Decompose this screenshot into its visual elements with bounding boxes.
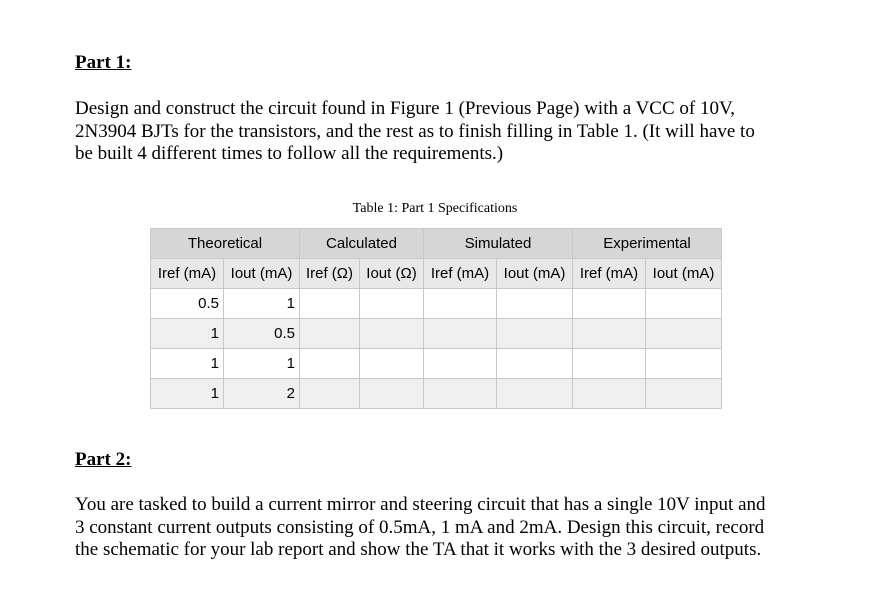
column-header: Iref (Ω) — [300, 259, 360, 289]
part1-line-3: be built 4 different times to follow all the requirements.) — [75, 143, 504, 164]
part2-line-1: You are tasked to build a current mirror and steering circuit that has a single 10V input and — [75, 494, 766, 515]
group-theoretical: Theoretical — [151, 229, 300, 259]
part2-paragraph — [75, 494, 805, 562]
table-cell — [300, 379, 360, 409]
table-cell — [424, 349, 497, 379]
table-cell — [573, 319, 646, 349]
group-simulated: Simulated — [424, 229, 573, 259]
table-row — [151, 349, 722, 379]
table-row — [151, 319, 722, 349]
table-row — [151, 379, 722, 409]
table-row — [151, 289, 722, 319]
spec-table — [150, 228, 722, 409]
table-cell — [360, 379, 424, 409]
table-cell — [646, 319, 722, 349]
column-header: Iout (Ω) — [360, 259, 424, 289]
table-cell — [573, 379, 646, 409]
table-cell — [300, 319, 360, 349]
table-cell: 0.5 — [151, 289, 224, 319]
part1-line-1: Design and construct the circuit found in Figure 1 (Previous Page) with a VCC of 10V, — [75, 98, 735, 119]
column-header: Iout (mA) — [497, 259, 573, 289]
column-header: Iout (mA) — [224, 259, 300, 289]
group-header-row — [151, 229, 722, 259]
column-header: Iout (mA) — [646, 259, 722, 289]
column-header-row — [151, 259, 722, 289]
table-cell — [573, 349, 646, 379]
table-cell — [300, 349, 360, 379]
table-cell — [300, 289, 360, 319]
table-cell — [646, 349, 722, 379]
table-cell — [497, 379, 573, 409]
table-cell — [646, 289, 722, 319]
part2-heading: Part 2: — [75, 449, 132, 470]
table-cell: 1 — [224, 349, 300, 379]
part1-paragraph — [75, 98, 805, 166]
table-cell: 0.5 — [224, 319, 300, 349]
group-experimental: Experimental — [573, 229, 722, 259]
table-cell: 1 — [151, 379, 224, 409]
table-caption: Table 1: Part 1 Specifications — [352, 201, 518, 216]
table-cell — [497, 289, 573, 319]
table-cell: 2 — [224, 379, 300, 409]
table-cell — [360, 319, 424, 349]
part2-line-3: the schematic for your lab report and show the TA that it works with the 3 desired outputs. — [75, 539, 762, 560]
table-cell — [360, 349, 424, 379]
table-cell — [424, 289, 497, 319]
column-header: Iref (mA) — [424, 259, 497, 289]
table-cell — [360, 289, 424, 319]
table-cell: 1 — [151, 349, 224, 379]
table-cell — [646, 379, 722, 409]
table-cell — [497, 349, 573, 379]
table-cell — [573, 289, 646, 319]
group-calculated: Calculated — [300, 229, 424, 259]
part1-line-2: 2N3904 BJTs for the transistors, and the rest as to finish filling in Table 1. (It will have to — [75, 120, 755, 142]
table-cell — [424, 319, 497, 349]
part1-heading: Part 1: — [75, 52, 132, 73]
table-cell — [424, 379, 497, 409]
table-cell: 1 — [224, 289, 300, 319]
column-header: Iref (mA) — [573, 259, 646, 289]
part2-line-2: 3 constant current outputs consisting of 0.5mA, 1 mA and 2mA. Design this circuit, record — [75, 516, 765, 538]
column-header: Iref (mA) — [151, 259, 224, 289]
table-cell: 1 — [151, 319, 224, 349]
table-cell — [497, 319, 573, 349]
